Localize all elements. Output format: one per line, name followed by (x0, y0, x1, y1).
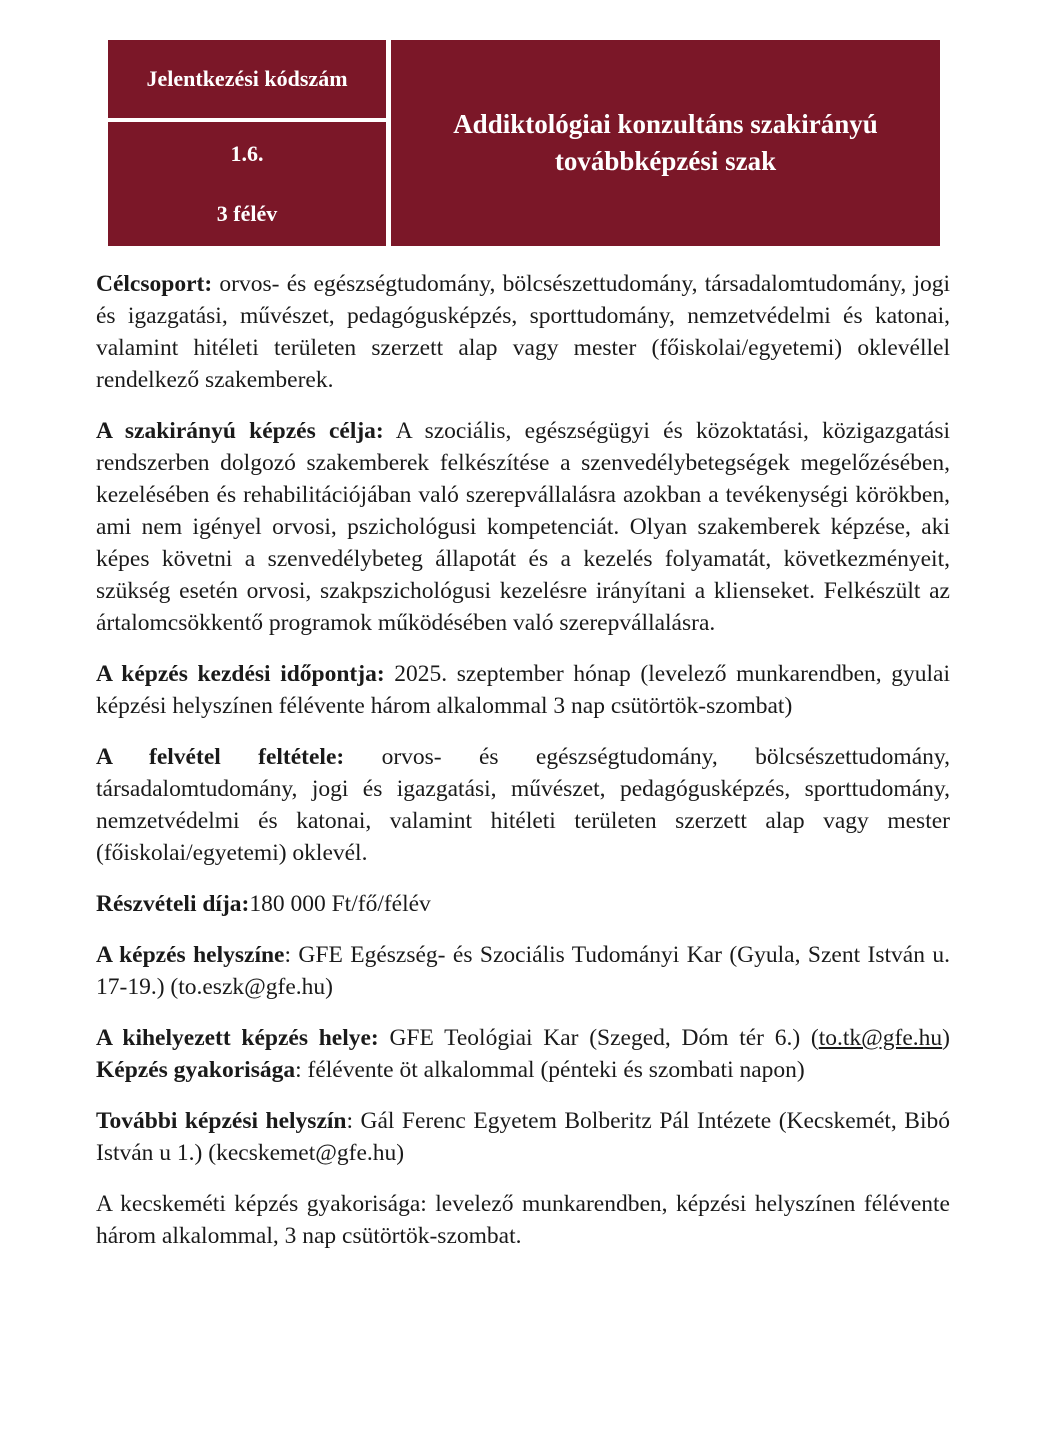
program-header-table (108, 40, 940, 246)
fee-label: Részvételi díja: (96, 891, 250, 917)
remote-location-email-link[interactable]: to.tk@gfe.hu (818, 1025, 943, 1051)
kecskemet-frequency-paragraph (96, 1188, 950, 1252)
admission-label: A felvétel feltétele: (96, 744, 345, 770)
start-date-label: A képzés kezdési időpontja: (96, 661, 385, 687)
kecskemet-frequency-text: A kecskeméti képzés gyakorisága: levelező munkarendben, képzési helyszínen félévente három alkalommal, 3 nap csütörtök-szombat. (96, 1191, 950, 1249)
frequency-text: : félévente öt alkalommal (pénteki és szombati napon) (295, 1057, 805, 1083)
target-group-label: Célcsoport: (96, 271, 213, 297)
further-location-text: : Gál Ferenc Egyetem Bolberitz Pál Intézete (Kecskemét, Bibó István u 1.) (kecskemet@gfe.hu) (96, 1108, 950, 1166)
location-text: : GFE Egészség- és Szociális Tudományi Kar (Gyula, Szent István u. 17-19.) (to.eszk@gfe.hu) (96, 942, 950, 1000)
program-title: Addiktológiai konzultáns szakirányú továbbképzési szak (453, 109, 878, 176)
goal-text: A szociális, egészségügyi és közoktatási, közigazgatási rendszerben dolgozó szakemberek felkészítése a szenvedélybetegségek megelőzésében, kezelésében és rehabilitációjában való szerepvállalásra azokban a tevékenységi körökben, ami nem igényel orvosi, pszichológusi kompetenciát. Olyan szakemberek képzése, aki képes követni a szenvedélybeteg állapotát és a kezelés folyamatát, következményeit, szükség esetén orvosi, szakpszichológusi kezelésre irányítani a klienseket. Felkészült az ártalomcsökkentő programok működésében való szerepvállalásra. (96, 418, 950, 636)
location-paragraph (96, 939, 950, 1003)
application-code: 1.6. (230, 141, 264, 166)
admission-text: orvos- és egészségtudomány, bölcsészettudomány, társadalomtudomány, jogi és igazgatási, művészet, pedagógusképzés, sporttudomány, nemzetvédelmi és katonai, valamint hitéleti területen szerzett alap vagy mester (főiskolai/egyetemi) oklevél. (96, 744, 950, 866)
application-code-label: Jelentkezési kódszám (146, 66, 348, 91)
target-group-paragraph (96, 268, 950, 396)
start-date-paragraph (96, 658, 950, 722)
admission-paragraph (96, 741, 950, 869)
program-duration: 3 félév (216, 201, 278, 226)
application-code-label-cell (108, 40, 386, 118)
start-date-text: 2025. szeptember hónap (levelező munkarendben, gyulai képzési helyszínen félévente három alkalommal 3 nap csütörtök-szombat) (96, 661, 950, 719)
frequency-label: Képzés gyakorisága (96, 1057, 296, 1083)
goal-paragraph (96, 415, 950, 639)
program-description (96, 268, 950, 1271)
fee-text: 180 000 Ft/fő/félév (249, 891, 431, 917)
location-label: A képzés helyszíne (96, 942, 285, 968)
application-code-cell (108, 122, 386, 246)
further-location-label: További képzési helyszín (96, 1108, 347, 1134)
further-location-paragraph (96, 1105, 950, 1169)
target-group-text: orvos- és egészségtudomány, bölcsészettudomány, társadalomtudomány, jogi és igazgatási, művészet, pedagógusképzés, sporttudomány, nemzetvédelmi és katonai, valamint hitéleti területen szerzett alap vagy mester (főiskolai/egyetemi) oklevéllel rendelkező szakemberek. (96, 271, 950, 393)
fee-paragraph (96, 888, 950, 920)
program-title-cell (391, 40, 940, 246)
remote-location-paragraph (96, 1022, 950, 1086)
remote-location-text: GFE Teológiai Kar (Szeged, Dóm tér 6.) ( (378, 1025, 819, 1051)
goal-label: A szakirányú képzés célja: (96, 418, 384, 444)
remote-location-label: A kihelyezett képzés helye: (96, 1025, 379, 1051)
remote-location-text-after: ) (942, 1025, 950, 1051)
